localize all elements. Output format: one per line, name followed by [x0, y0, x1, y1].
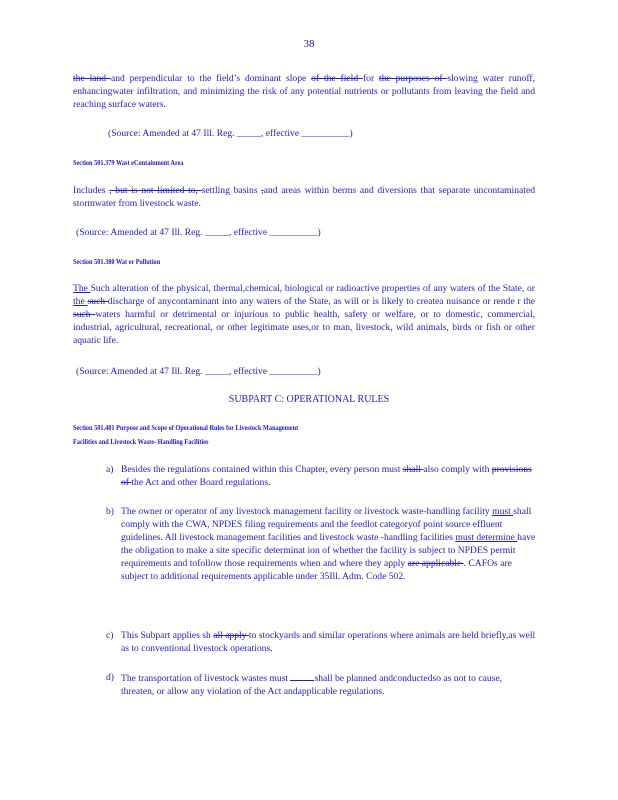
body-text: discharge of anycontaminant into any waters of the State, as will or is likely to createa nuisance or rende r the — [107, 296, 536, 307]
body-text: The owner or operator of any livestock management facility or livestock waste-handling facility — [121, 506, 493, 517]
section-heading-501-379: Section 501.379 Wast eContainment Area — [73, 158, 184, 167]
item-label: c) — [106, 630, 114, 641]
deleted-text: all apply — [213, 630, 249, 641]
deleted-text: the land — [73, 73, 111, 84]
item-text — [121, 463, 536, 489]
list-item-b — [106, 505, 536, 583]
body-text: shall be planned andconductedso as not to cause, threaten, or allow any violation of the Act andapplicable regulations. — [121, 673, 503, 697]
body-text: shall comply with the CWA, NPDES filing requirements and the feedlot categoryof point source effluent guidelines. All livestock management facilities and livestock waste -handling facilities — [121, 506, 532, 543]
deleted-text: , — [261, 185, 264, 196]
deleted-text: shall — [402, 464, 424, 475]
body-text: the Act and other Board regulations. — [131, 477, 271, 488]
body-text: The transportation of livestock wastes must — [121, 673, 291, 684]
list-item-d — [106, 671, 536, 698]
body-text: settling basins — [201, 185, 262, 196]
item-label: b) — [106, 506, 114, 517]
item-text — [121, 671, 536, 698]
paragraph-containment-area — [73, 184, 535, 210]
item-label: d) — [106, 672, 114, 683]
body-text: . CAFOs are subject to additional requirements applicable under 35Ill. Adm. Code 502. — [121, 558, 512, 582]
body-text: for — [362, 73, 380, 84]
body-text: Includes — [73, 185, 110, 196]
body-text: Besides the regulations contained within this Chapter, every person must — [121, 464, 403, 475]
body-text: also comply with — [423, 464, 492, 475]
deleted-text: such — [73, 309, 96, 320]
body-text: Such alteration of the physical, thermal,chemical, biological or radioactive properties of any waters of the State, or — [90, 283, 535, 294]
deleted-text: of the field — [311, 73, 363, 84]
section-heading-501-380: Section 501.380 Wat er Pollution — [73, 257, 161, 266]
inserted-text: must determine — [455, 532, 518, 543]
page-number: 38 — [303, 38, 315, 50]
item-text — [121, 505, 536, 583]
deleted-text: such — [87, 296, 108, 307]
inserted-text: The — [73, 283, 91, 294]
body-text: to stockyards and similar operations where animals are held briefly,as well as to conventional livestock operations. — [121, 630, 536, 654]
body-text: waters harmful or detrimental or injurious to public health, safety or welfare, or to domestic, commercial, industrial, agricultural, recreational, or other legitimate uses,or to man, livestock, wild animals, birds or fish or other aquatic life. — [73, 309, 536, 346]
source-note: (Source: Amended at 47 Ill. Reg. _____, effective __________) — [108, 128, 353, 139]
source-note: (Source: Amended at 47 Ill. Reg. _____, effective __________) — [76, 227, 321, 238]
deleted-text: the purposes of — [379, 73, 448, 84]
body-text: slowing water runoff, enhancingwater infiltration, and minimizing the risk of any potential nutrients or pollutants from leaving the field and reaching surface waters. — [73, 73, 535, 110]
item-label: a) — [106, 464, 114, 475]
body-text: have the obligation to make a site specific determinat ion of whether the facility is subject to NPDES permit requirements and tofollow those requirements when and where they apply — [121, 532, 536, 569]
body-text: This Subpart applies sh — [121, 630, 214, 641]
paragraph-water-pollution — [73, 282, 535, 347]
deleted-text: are applicable — [407, 558, 464, 569]
body-text: and areas within berms and diversions that separate uncontaminated stormwater from livestock waste. — [73, 185, 535, 209]
item-text — [121, 629, 536, 655]
deleted-text: provisions of — [121, 464, 532, 488]
deleted-text: , but is not limited to, — [109, 185, 202, 196]
inserted-text: the — [73, 296, 88, 307]
subpart-heading: SUBPART C: OPERATIONAL RULES — [228, 394, 390, 405]
source-note: (Source: Amended at 47 Ill. Reg. _____, effective __________) — [76, 366, 321, 377]
paragraph-buffer-strip — [73, 72, 535, 111]
list-item-c — [106, 629, 536, 655]
list-item-a — [106, 463, 536, 489]
blank-line — [290, 671, 314, 681]
section-heading-501-401-cont: Facilities and Livestock Waste- Handling Facilities — [73, 437, 209, 446]
section-heading-501-401: Section 501.401 Purpose and Scope of Operational Rules for Livestock Management — [73, 423, 299, 432]
inserted-text: must — [492, 506, 514, 517]
body-text: and perpendicular to the field’s dominant slope — [110, 73, 312, 84]
